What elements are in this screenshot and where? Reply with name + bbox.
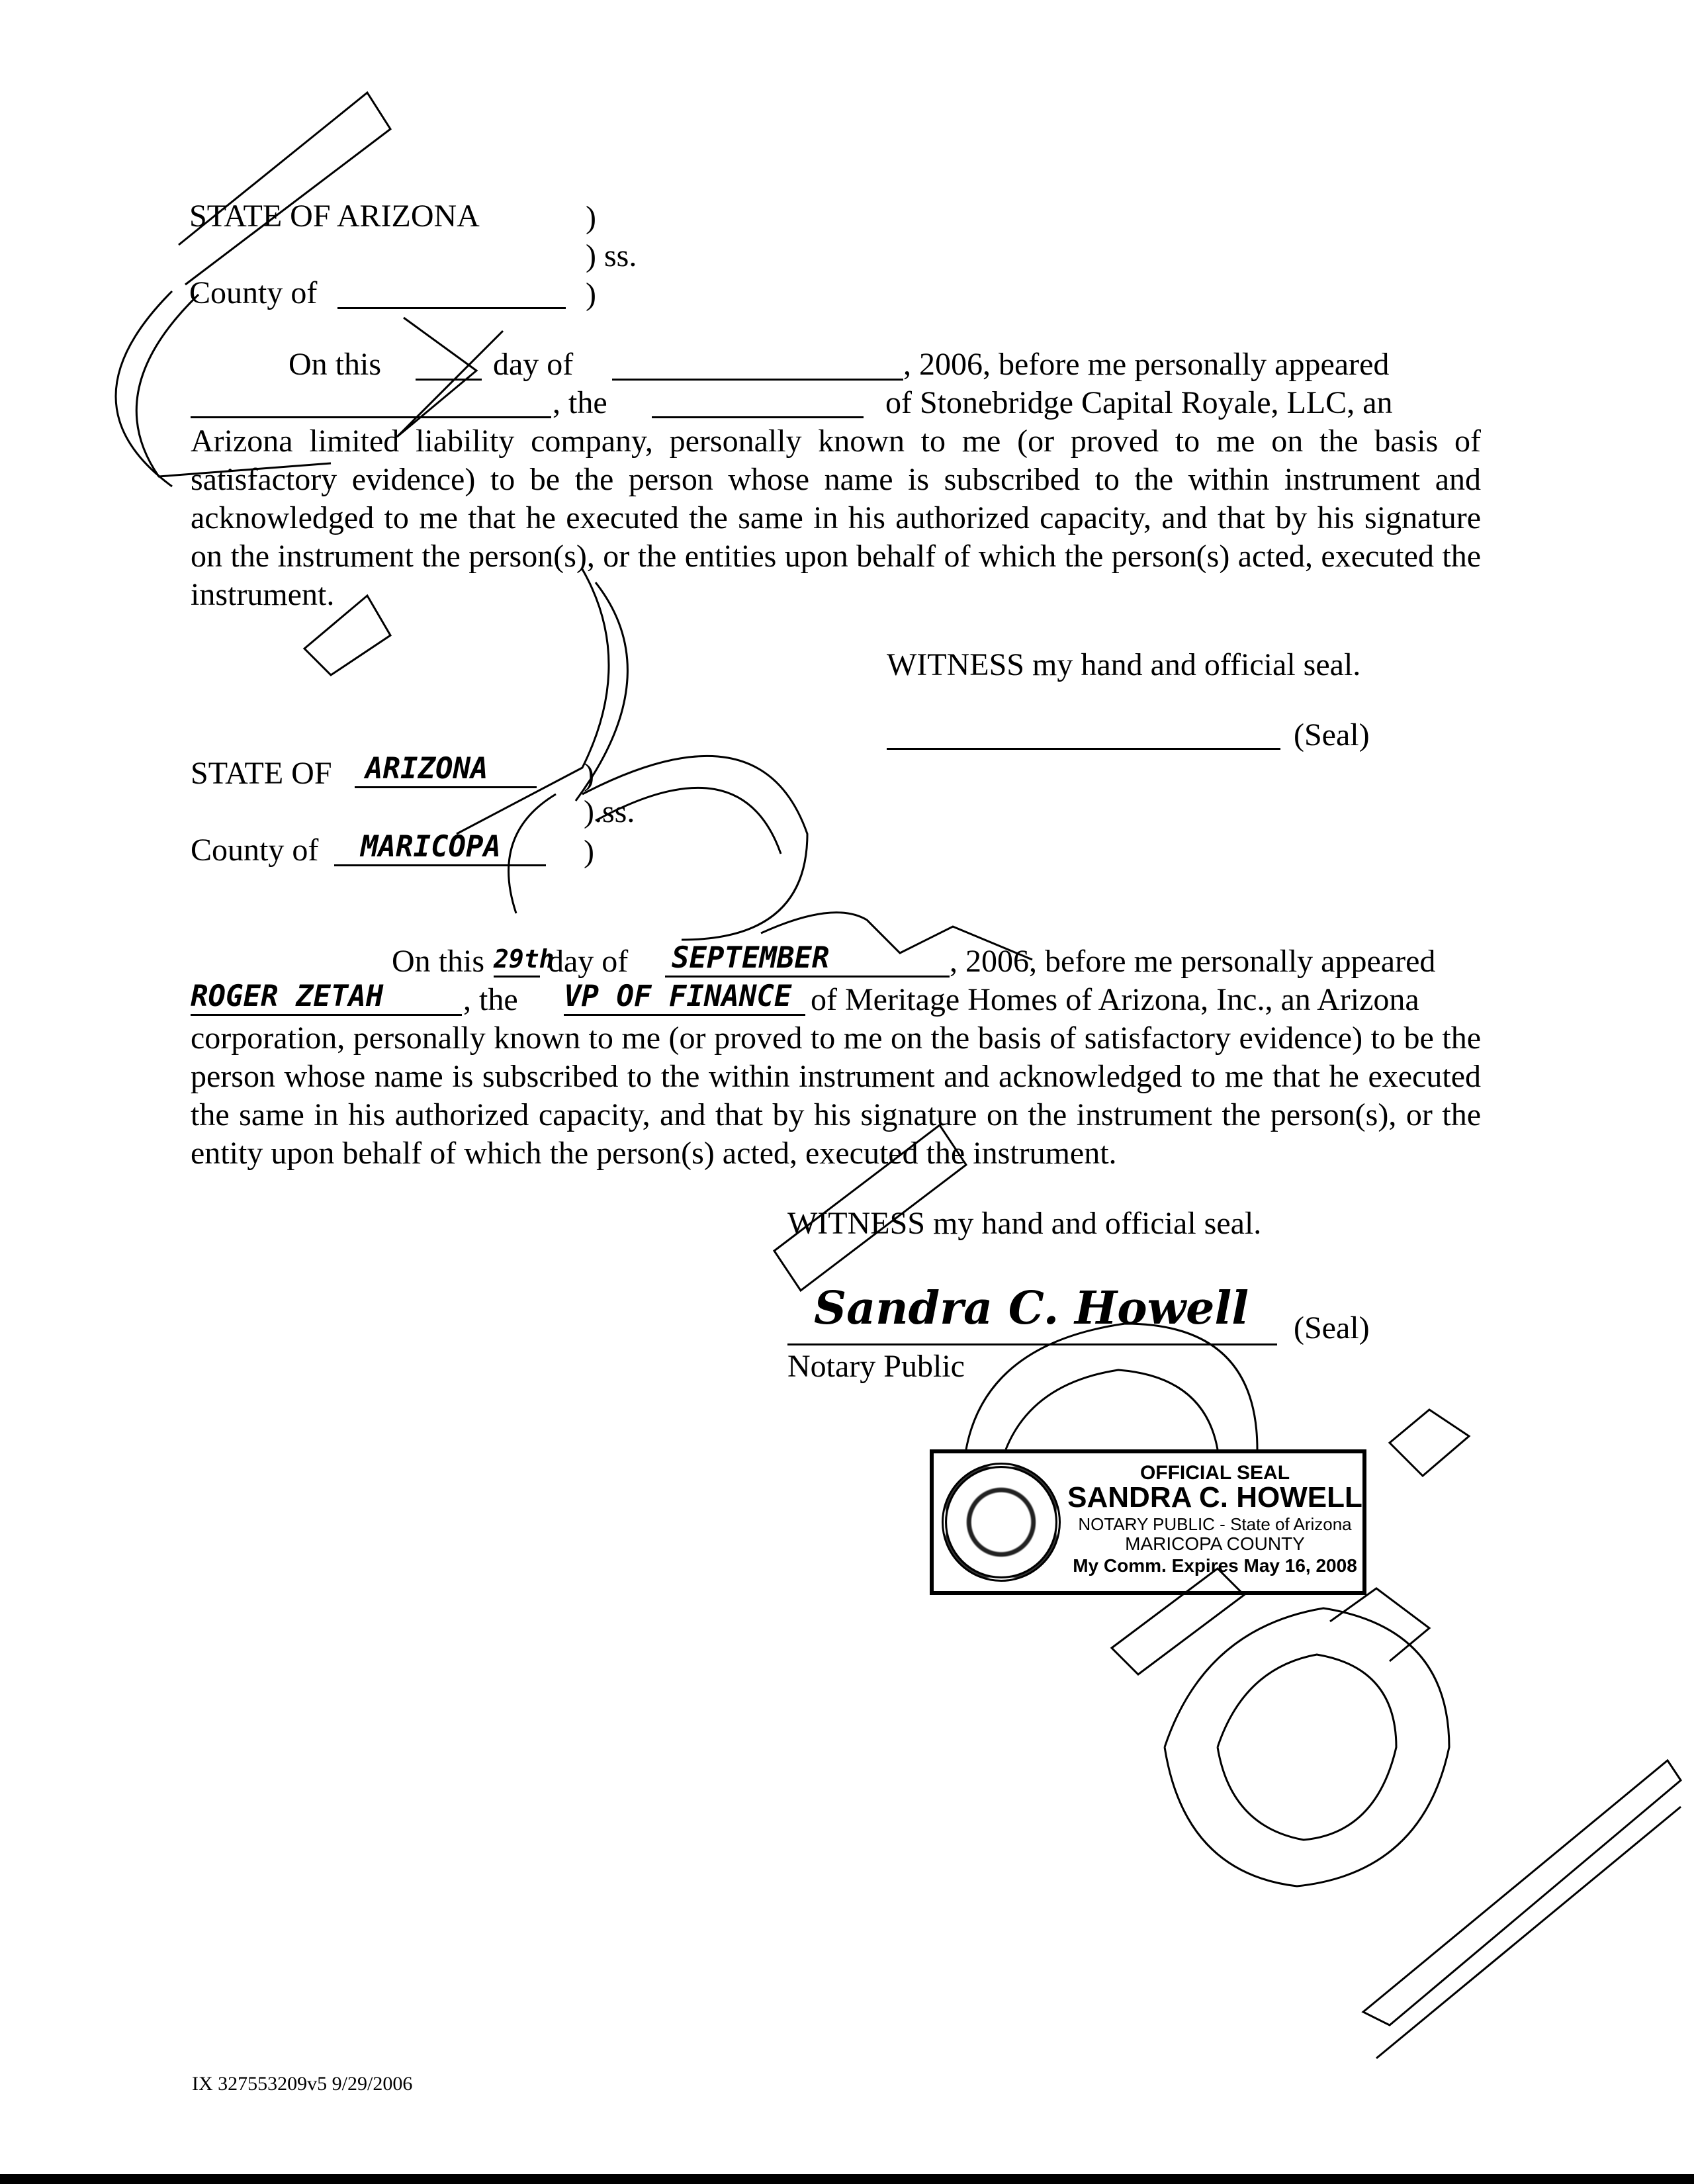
- block1-of-company: of Stonebridge Capital Royale, LLC, an: [885, 385, 1393, 420]
- block2-county-value: MARICOPA: [361, 830, 501, 864]
- stamp-line-5: My Comm. Expires May 16, 2008: [1073, 1555, 1357, 1576]
- document-footer-id: IX 327553209v5 9/29/2006: [192, 2073, 413, 2095]
- block2-signature: Sandra C. Howell: [814, 1282, 1249, 1335]
- block2-paren-1: ): [584, 757, 594, 792]
- block1-paren-2: ): [586, 277, 596, 312]
- block2-seal-label: (Seal): [1294, 1310, 1370, 1345]
- block1-body: Arizona limited liability company, personally known to me (or proved to me on the basis of satisfactory evidence) to be the person whose name is subscribed to the within instrument and acknowledged to me that he executed the same in his authorized capacity, and that by his signature on the instrument the person(s), or the entities upon behalf of which the person(s) acted, executed the instrument.: [191, 424, 1481, 612]
- block2-state-value: ARIZONA: [365, 752, 488, 786]
- block2-state-value-wrap: [355, 749, 537, 788]
- block2-ss: ).ss.: [584, 794, 635, 829]
- block1-on-this: On this: [289, 347, 382, 382]
- block1-day-blank[interactable]: [416, 349, 482, 381]
- block2-day-of: day of: [548, 944, 629, 979]
- block2-name-wrap: [191, 977, 462, 1016]
- block1-signature-line[interactable]: [887, 719, 1280, 750]
- block2-county-value-wrap: [334, 827, 546, 866]
- block2-title-value: VP OF FINANCE: [564, 979, 792, 1013]
- block1-ss: ) ss.: [586, 238, 637, 273]
- notary-stamp: [930, 1449, 1366, 1595]
- block2-witness: WITNESS my hand and official seal.: [787, 1206, 1262, 1241]
- block1-month-blank[interactable]: [612, 349, 903, 381]
- block2-month-value: SEPTEMBER: [672, 941, 830, 975]
- block1-name-blank[interactable]: [191, 387, 551, 418]
- block1-the: , the: [553, 385, 607, 420]
- block2-date-rest: , 2006, before me personally appeared: [950, 944, 1436, 979]
- block2-the: , the: [463, 982, 518, 1017]
- block2-day-value: 29th: [494, 944, 555, 974]
- block2-notary-label: Notary Public: [787, 1349, 965, 1384]
- block1-title-blank[interactable]: [652, 387, 864, 418]
- block2-of-company: of Meritage Homes of Arizona, Inc., an Arizona: [811, 982, 1419, 1017]
- block2-on-this: On this: [392, 944, 485, 979]
- block1-date-rest: , 2006, before me personally appeared: [903, 347, 1390, 382]
- stamp-line-2: SANDRA C. HOWELL: [1067, 1481, 1362, 1514]
- block1-paren-1: ): [586, 200, 596, 235]
- stamp-line-3: NOTARY PUBLIC - State of Arizona: [1078, 1514, 1352, 1534]
- state-seal-icon: [942, 1463, 1061, 1582]
- block2-paren-2: ): [584, 834, 594, 869]
- block1-witness: WITNESS my hand and official seal.: [887, 647, 1361, 682]
- block2-signature-wrap: [787, 1284, 1277, 1345]
- block1-day-of: day of: [493, 347, 574, 382]
- stamp-line-4: MARICOPA COUNTY: [1125, 1533, 1305, 1554]
- block1-county-label: County of: [189, 275, 318, 310]
- stamp-line-1: OFFICIAL SEAL: [1139, 1462, 1290, 1484]
- block2-day-wrap: [494, 938, 555, 978]
- block2-body: corporation, personally known to me (or proved to me on the basis of satisfactory evidence) to be the person whose name is subscribed to the within instrument and acknowledged to me that he executed the same in his authorized capacity, and that by his signature on the instrument the person(s), or the entity upon behalf of which the person(s) acted, executed the instrument.: [191, 1021, 1481, 1171]
- block2-month-wrap: [665, 938, 950, 978]
- block1-state-label: STATE OF ARIZONA: [189, 199, 480, 234]
- block1-seal-label: (Seal): [1294, 717, 1370, 752]
- block2-state-label: STATE OF: [191, 756, 332, 791]
- block2-county-label: County of: [191, 833, 319, 868]
- block1-county-blank[interactable]: [337, 278, 566, 309]
- block2-title-wrap: [564, 977, 805, 1016]
- bottom-scan-bar: [0, 2174, 1694, 2184]
- block2-name-value: ROGER ZETAH: [191, 979, 384, 1013]
